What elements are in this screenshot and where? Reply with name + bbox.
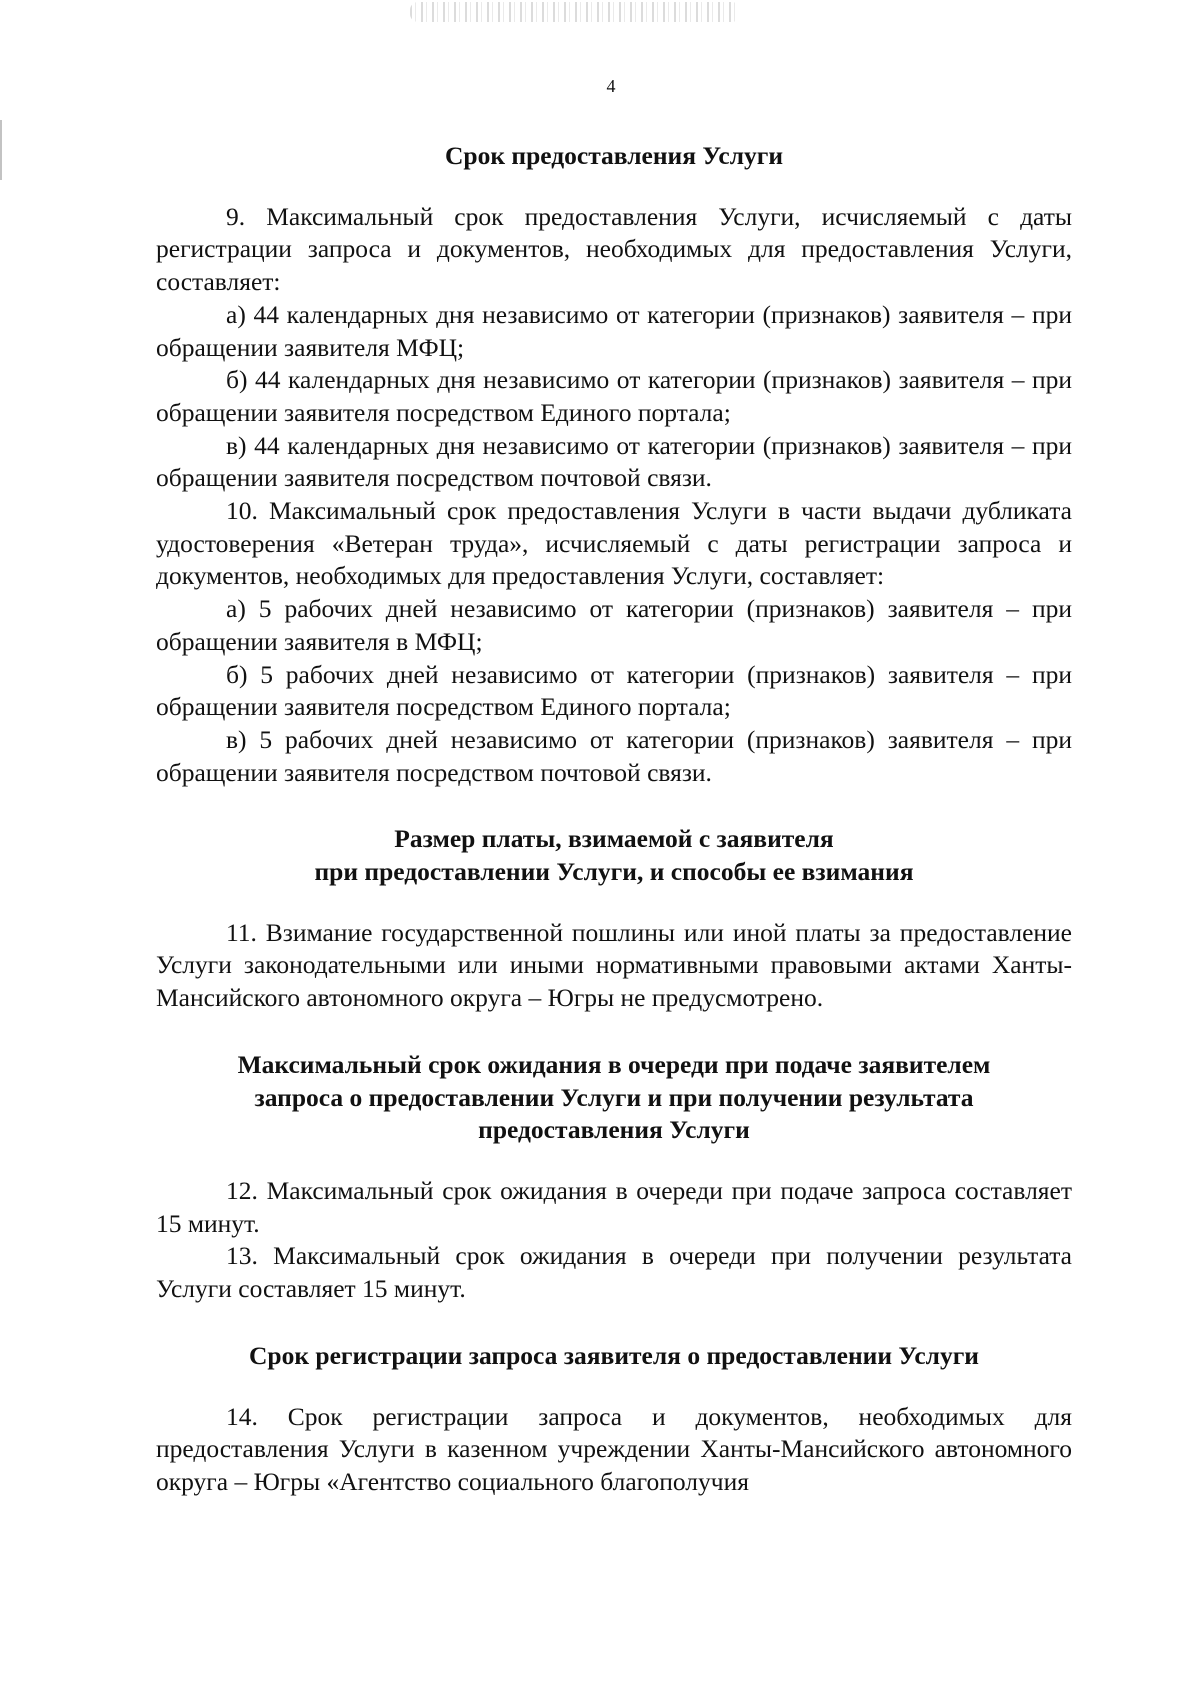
section-heading-queue (156, 1049, 1072, 1147)
paragraph-10c: в) 5 рабочих дней независимо от категории (признаков) заявителя – при обращении заявителя посредством почтовой связи. (156, 724, 1072, 787)
paragraph-14: 14. Срок регистрации запроса и документов, необходимых для предоставления Услуги в казенном учреждении Ханты-Мансийского автономного округа – Югры «Агентство социального благополучия (156, 1401, 1072, 1496)
paragraph-9b: б) 44 календарных дня независимо от категории (признаков) заявителя – при обращении заявителя посредством Единого портала; (156, 365, 1072, 427)
paragraph-9a: а) 44 календарных дня независимо от категории (признаков) заявителя – при обращении заявителя МФЦ; (156, 299, 1072, 362)
section-heading-term: Срок предоставления Услуги (444, 141, 784, 170)
paragraph-13: 13. Максимальный срок ожидания в очереди при получении результата Услуги составляет 15 минут. (156, 1241, 1072, 1304)
paragraph-9c: в) 44 календарных дня независимо от категории (признаков) заявителя – при обращении заявителя посредством почтовой связи. (156, 430, 1072, 493)
scan-artifact (410, 2, 740, 22)
paragraph-11: 11. Взимание государственной пошлины или иной платы за предоставление Услуги законодательными или иными нормативными правовыми актами Ханты-Мансийского автономного округа – Югры не предусмотрено. (156, 917, 1072, 1013)
section-heading-fee-line1: Размер платы, взимаемой с заявителя (394, 824, 834, 854)
section-heading-fee-line2: при предоставлении Услуги, и способы ее взимания (314, 857, 914, 887)
section-heading-fee (156, 823, 1072, 888)
paragraph-12: 12. Максимальный срок ожидания в очереди при подаче запроса составляет 15 минут. (156, 1175, 1072, 1238)
paragraph-10a: а) 5 рабочих дней независимо от категории (признаков) заявителя – при обращении заявителя в МФЦ; (156, 594, 1072, 656)
paragraph-10: 10. Максимальный срок предоставления Услуги в части выдачи дубликата удостоверения «Ветеран труда», исчисляемый с даты регистрации запроса и документов, необходимых для предоставления Услуги, составляет: (156, 496, 1072, 591)
page-number: 4 (606, 76, 616, 96)
paragraph-10b: б) 5 рабочих дней независимо от категории (признаков) заявителя – при обращении заявителя посредством Единого портала; (156, 659, 1072, 722)
section-heading-queue-line2: запроса о предоставлении Услуги и при получении результата (254, 1082, 974, 1112)
paragraph-9: 9. Максимальный срок предоставления Услуги, исчисляемый с даты регистрации запроса и документов, необходимых для предоставления Услуги, составляет: (156, 201, 1072, 297)
section-heading-registration: Срок регистрации запроса заявителя о предоставлении Услуги (249, 1340, 979, 1370)
section-heading-queue-line3: предоставления Услуги (478, 1115, 750, 1145)
document-body (156, 140, 1072, 1499)
section-heading-queue-line1: Максимальный срок ожидания в очереди при подаче заявителем (237, 1049, 991, 1079)
scan-edge-mark (0, 120, 2, 180)
